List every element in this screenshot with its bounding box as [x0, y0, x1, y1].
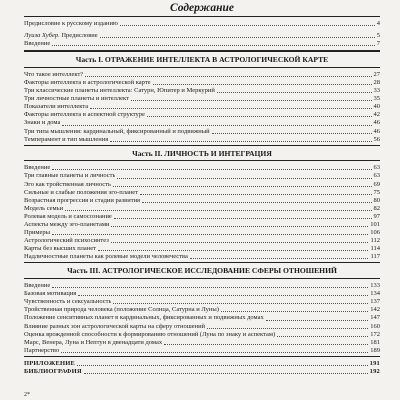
toc-entry-title: Базовая мотивация	[24, 290, 77, 298]
toc-entry-title: Факторы интеллекта в астрологической карте	[24, 78, 151, 86]
dot-leader	[190, 258, 369, 259]
toc-entry-title: Марс, Венера, Луна и Нептун в двенадцати домах	[24, 338, 163, 346]
toc-entry	[24, 229, 380, 237]
toc-entry-page: 133	[370, 282, 380, 290]
toc-entry-title: Введение	[24, 164, 51, 172]
toc-entry-page: 117	[370, 253, 380, 261]
dot-leader	[110, 141, 371, 142]
front-rule	[24, 50, 380, 52]
toc-entry	[24, 323, 380, 331]
toc-entry-page: 40	[373, 103, 380, 111]
dot-leader	[212, 133, 372, 134]
toc-entry-title: Ролевая модель и самосознание	[24, 212, 112, 220]
toc-entry	[24, 306, 380, 314]
dot-leader	[78, 295, 368, 296]
dot-leader	[147, 116, 372, 117]
toc-entry-page: 28	[373, 78, 380, 86]
back-entry	[24, 368, 380, 376]
toc-entry-title: Астрологический психосинтез	[24, 237, 109, 245]
part-rule	[24, 67, 380, 68]
toc-entry	[24, 103, 380, 111]
dot-leader	[217, 92, 372, 93]
toc-entry-title: Модель семьи	[24, 204, 64, 212]
toc-entry	[24, 339, 380, 347]
toc-entry-title: Возрастная прогрессия и стадии развития	[24, 196, 141, 204]
toc-entry	[24, 111, 380, 119]
toc-entry-page: 181	[370, 338, 380, 346]
toc-entry	[24, 79, 380, 87]
toc-entry-title: Показатели интеллекта	[24, 103, 89, 111]
toc-entry-page: 46	[373, 127, 380, 135]
toc-entry	[24, 331, 380, 339]
toc-entry-page: 192	[369, 367, 380, 375]
front-entry	[24, 20, 380, 28]
dot-leader	[52, 169, 371, 170]
part-heading: Часть III. АСТРОЛОГИЧЕСКОЕ ИССЛЕДОВАНИЕ СФЕРЫ ОТНОШЕНИЙ	[67, 266, 337, 276]
dot-leader	[52, 45, 375, 46]
part-heading: Часть II. ЛИЧНОСТЬ И ИНТЕГРАЦИЯ	[132, 148, 272, 158]
toc-entry-page: 160	[370, 322, 380, 330]
toc-entry-title: Сильные и слабые положения эго-планет	[24, 188, 139, 196]
toc-entry-text: Предисловие	[59, 32, 98, 40]
toc-entry	[24, 253, 380, 261]
dot-leader	[85, 76, 371, 77]
toc-entry-title: Три классические планеты интеллекта: Сатурн, Юпитер и Меркурий	[24, 87, 215, 95]
dot-leader	[114, 218, 372, 219]
parts	[24, 56, 380, 357]
toc-entry-page: 5	[376, 32, 380, 40]
toc-entry-title: Оценка врожденной способности к формированию отношений (Луна по знаку и аспектам)	[24, 330, 276, 338]
toc-entry-title: Введение	[24, 40, 51, 48]
toc-entry-page: 82	[373, 204, 380, 212]
title-rule	[24, 16, 380, 17]
toc-entry-title: Партнерство	[24, 346, 60, 354]
toc-entry	[24, 298, 380, 306]
dot-leader	[164, 344, 368, 345]
toc-entry-title: Надличностные планеты как ролевые модели человечества	[24, 253, 188, 261]
toc-entry	[24, 237, 380, 245]
toc-entry-page: 63	[373, 164, 380, 172]
dot-leader	[90, 108, 371, 109]
toc-entry	[24, 95, 380, 103]
part-rule	[24, 278, 380, 279]
toc-entry-title: Три главные планеты и личность	[24, 172, 116, 180]
toc-entry-title: Примеры	[24, 229, 51, 237]
toc-entry	[24, 87, 380, 95]
toc-entry-title: Тройственная природа человека (положение Солнца, Сатурна и Луны)	[24, 306, 219, 314]
toc-entry-page: 27	[373, 70, 380, 78]
dot-leader	[52, 234, 368, 235]
toc-entry-title: ПРИЛОЖЕНИЕ	[24, 359, 76, 367]
toc-entry	[24, 221, 380, 229]
toc-entry-page: 69	[373, 180, 380, 188]
toc-entry-page: 75	[373, 188, 380, 196]
toc-entry-title: Знаки и дома	[24, 119, 61, 127]
dot-leader	[65, 210, 371, 211]
toc-entry-page: 35	[373, 95, 380, 103]
toc-entry	[24, 128, 380, 136]
toc-entry	[24, 290, 380, 298]
toc-entry	[24, 245, 380, 253]
part-end-rule	[24, 145, 380, 146]
toc-entry	[24, 213, 380, 221]
toc-entry-page: 42	[373, 111, 380, 119]
toc-entry-title: Влияние разных зон астрологической карты на сферу отношений	[24, 322, 206, 330]
part-heading: Часть I. ОТРАЖЕНИЕ ИНТЕЛЛЕКТА В АСТРОЛОГИЧЕСКОЙ КАРТЕ	[75, 55, 329, 65]
back-matter	[24, 360, 380, 376]
front-entry	[24, 32, 380, 40]
dot-leader	[140, 194, 371, 195]
dot-leader	[142, 202, 371, 203]
dot-leader	[221, 311, 368, 312]
toc-entry-title	[24, 32, 98, 40]
toc-entry-title: Положение сенситивных планет в кардинальных, фиксированных и подвижных домах	[24, 314, 264, 322]
toc-entry-page: 191	[369, 359, 380, 367]
toc-entry-page: 7	[376, 40, 380, 48]
toc-entry-page: 172	[370, 330, 380, 338]
dot-leader	[113, 186, 372, 187]
toc-entry-page: 112	[370, 237, 380, 245]
toc-entry-page: 46	[373, 119, 380, 127]
dot-leader	[120, 25, 375, 26]
dot-leader	[207, 328, 368, 329]
part-end-rule	[24, 262, 380, 263]
dot-leader	[61, 352, 368, 353]
toc-entry-title: Что такое интеллект?	[24, 70, 84, 78]
dot-leader	[277, 336, 368, 337]
page-title: Содержание	[169, 2, 235, 14]
toc-entry-title: Аспекты между эго-планетами	[24, 220, 110, 228]
toc-entry-page: 189	[370, 346, 380, 354]
front-entry	[24, 40, 380, 48]
toc-entry	[24, 205, 380, 213]
front-matter	[24, 20, 380, 48]
toc-entry-title: Предисловие к русскому изданию	[24, 20, 118, 27]
back-entry	[24, 360, 380, 368]
toc-entry-page: 97	[373, 212, 380, 220]
toc-entry-page: 137	[370, 298, 380, 306]
toc-entry	[24, 181, 380, 189]
toc-entry	[24, 282, 380, 290]
dot-leader	[131, 100, 372, 101]
toc-entry-title: Эго как тройственная личность	[24, 180, 111, 188]
toc-entry-title: БИБЛИОГРАФИЯ	[24, 367, 82, 375]
dot-leader	[113, 303, 368, 304]
toc-entry	[24, 119, 380, 127]
toc-entry-page: 56	[373, 135, 380, 143]
toc-entry-title: Три типа мышления: кардинальный, фиксированный и подвижный	[24, 127, 210, 135]
toc-entry	[24, 197, 380, 205]
dot-leader	[266, 320, 369, 321]
toc-entry-title: Темперамент и тип мышления	[24, 135, 109, 143]
dot-leader	[100, 37, 375, 38]
toc-entry	[24, 347, 380, 355]
toc-entry-page: 106	[370, 229, 380, 237]
toc-entry-page: 142	[370, 306, 380, 314]
toc-entry-page: 134	[370, 290, 380, 298]
toc-entry-title: Факторы интеллекта в аспектной структуре	[24, 111, 145, 119]
toc-entry	[24, 71, 380, 79]
dot-leader	[98, 250, 368, 251]
toc-entry	[24, 314, 380, 322]
toc-entry	[24, 189, 380, 197]
toc-entry-author: Луиза Хубер.	[24, 32, 60, 40]
toc-entry-title: Введение	[24, 282, 51, 290]
dot-leader	[62, 125, 371, 126]
dot-leader	[111, 226, 368, 227]
dot-leader	[153, 84, 372, 85]
dot-leader	[77, 365, 368, 366]
dot-leader	[84, 373, 368, 374]
toc-entry	[24, 164, 380, 172]
part-rule	[24, 160, 380, 161]
toc-entry-title: Три личностные планеты и интеллект	[24, 95, 129, 103]
dot-leader	[52, 287, 368, 288]
toc-entry-page: 63	[373, 172, 380, 180]
toc-entry	[24, 136, 380, 144]
toc-entry-title: Карты без высших планет	[24, 245, 97, 253]
toc-entry-title: Чувственность и сексуальность	[24, 298, 112, 306]
toc-entry-page: 147	[370, 314, 380, 322]
toc-entry-page: 114	[370, 245, 380, 253]
toc-entry	[24, 172, 380, 180]
dot-leader	[117, 178, 371, 179]
toc-entry-page: 80	[373, 196, 380, 204]
dot-leader	[111, 242, 369, 243]
toc-entry-page: 33	[373, 87, 380, 95]
part-end-rule	[24, 356, 380, 357]
toc-entry-page: 4	[376, 20, 380, 27]
toc-entry-page: 101	[370, 220, 380, 228]
signature-mark: 2*	[24, 392, 30, 398]
